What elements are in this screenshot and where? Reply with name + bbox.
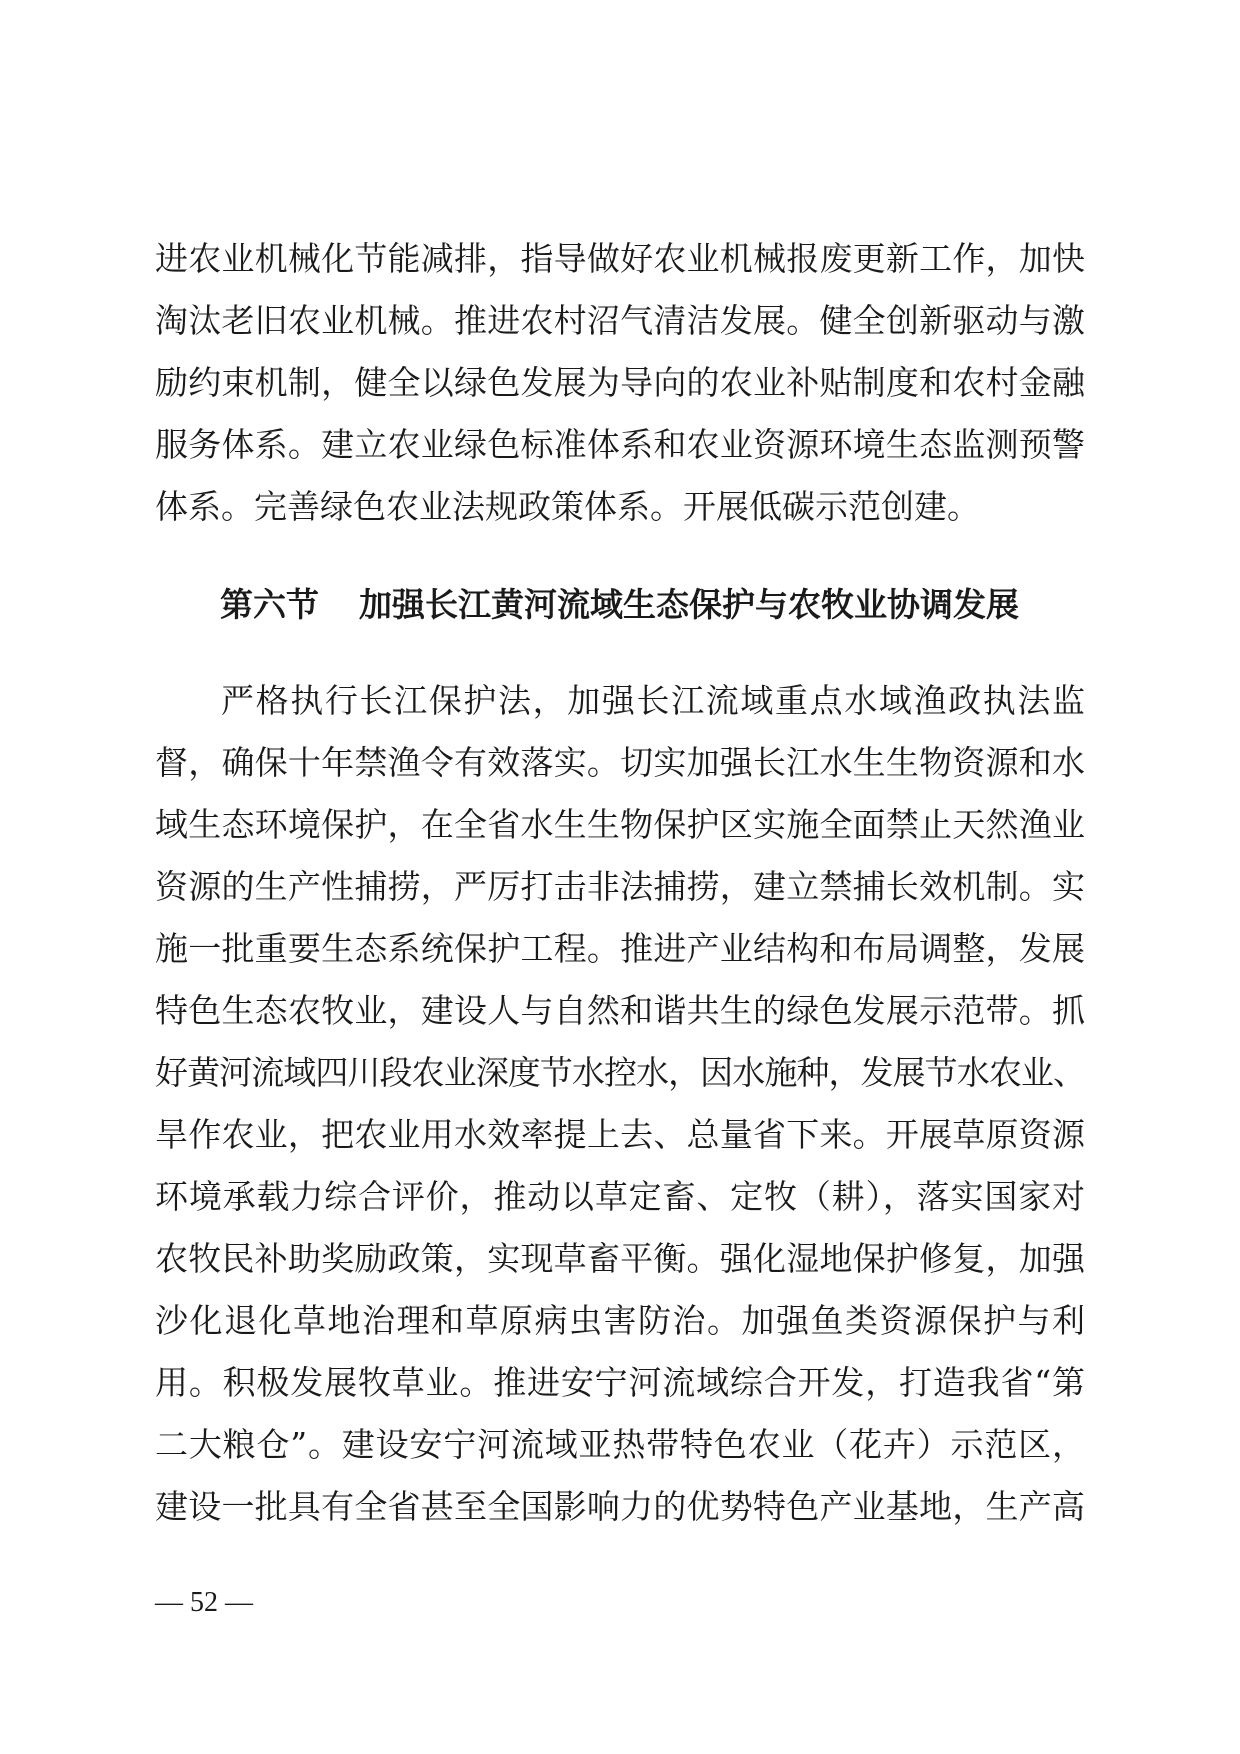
paragraph-1 xyxy=(155,228,1085,538)
section-title: 加强长江黄河流域生态保护与农牧业协调发展 xyxy=(359,585,1019,624)
paragraph-2 xyxy=(155,670,1085,1538)
text-line: 沙化退化草地治理和草原病虫害防治。加强鱼类资源保护与利 xyxy=(155,1301,1087,1340)
text-line: 旱作农业，把农业用水效率提上去、总量省下来。开展草原资源 xyxy=(155,1115,1086,1154)
text-line: 环境承载力综合评价，推动以草定畜、定牧（耕），落实国家对 xyxy=(155,1177,1086,1216)
text-line: 域生态环境保护，在全省水生生物保护区实施全面禁止天然渔业 xyxy=(155,805,1086,844)
text-line: 督，确保十年禁渔令有效落实。切实加强长江水生生物资源和水 xyxy=(155,743,1086,782)
text-line: 建设一批具有全省甚至全国影响力的优势特色产业基地，生产高 xyxy=(155,1487,1086,1526)
page-number: — 52 — xyxy=(155,1587,253,1618)
text-line: 体系。完善绿色农业法规政策体系。开展低碳示范创建。 xyxy=(155,487,980,526)
text-line: 农牧民补助奖励政策，实现草畜平衡。强化湿地保护修复，加强 xyxy=(155,1239,1086,1278)
text-line: 进农业机械化节能减排，指导做好农业机械报废更新工作，加快 xyxy=(155,239,1086,278)
text-line: 服务体系。建立农业绿色标准体系和农业资源环境生态监测预警 xyxy=(155,425,1086,464)
text-line: 特色生态农牧业，建设人与自然和谐共生的绿色发展示范带。抓 xyxy=(155,991,1086,1030)
text-line: 严格执行长江保护法，加强长江流域重点水域渔政执法监 xyxy=(221,681,1087,720)
text-line: 二大粮仓”。建设安宁河流域亚热带特色农业（花卉）示范区， xyxy=(155,1425,1086,1464)
text-line: 用。积极发展牧草业。推进安宁河流域综合开发，打造我省“第 xyxy=(155,1363,1086,1402)
text-line: 淘汰老旧农业机械。推进农村沼气清洁发展。健全创新驱动与激 xyxy=(155,301,1086,340)
text-line: 好黄河流域四川段农业深度节水控水，因水施种，发展节水农业、 xyxy=(155,1053,1085,1092)
text-line: 励约束机制，健全以绿色发展为导向的农业补贴制度和农村金融 xyxy=(155,363,1086,402)
section-heading xyxy=(220,574,1019,636)
section-number: 第六节 xyxy=(220,585,319,624)
text-line: 施一批重要生态系统保护工程。推进产业结构和布局调整，发展 xyxy=(155,929,1086,968)
text-line: 资源的生产性捕捞，严厉打击非法捕捞，建立禁捕长效机制。实 xyxy=(155,867,1086,906)
